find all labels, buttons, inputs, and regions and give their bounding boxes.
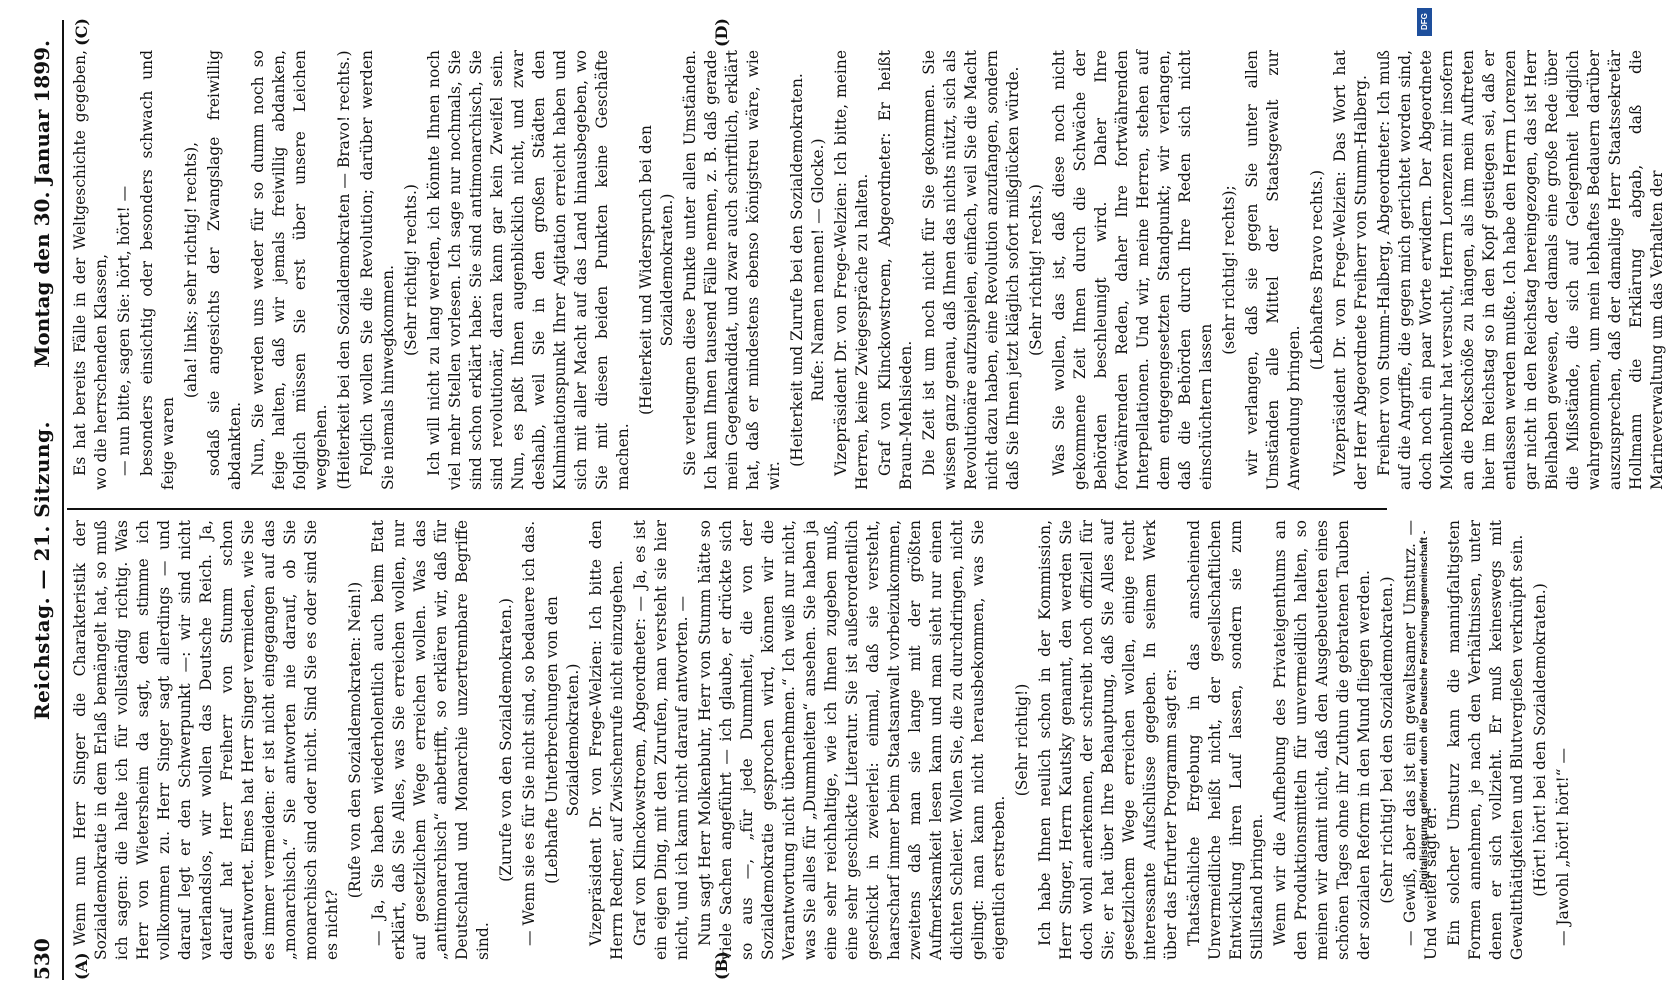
paragraph: Sie verleugnen diese Punkte unter allen Umständen. Ich kann Ihnen tausend Fälle nennen, z. B. daß gerade mein Gegenkandidat, und zwar auch schriftlich, erklärt hat, daß er mindestens ebenso königstreu wäre, wie wir. [681,50,783,490]
paragraph: Folglich wollen Sie die Revolution; darüber werden Sie niemals hinwegkommen. [358,50,397,490]
paragraph: Ich habe Ihnen neulich schon in der Kommission, Herr Singer, Herrn Kautsky genannt, den werden Sie doch wohl anerkennen, der schreibt noch offiziell für Sie; er hat über Ihre Behauptung, daß Sie Alles auf gesetzlichem Wege erreichen wollen, einige recht interessante Aufschlüsse gegeben. In seinem Werk über das Erfurter Programm sagt er: [1036,520,1180,960]
paragraph: besonders einsichtig oder besonders schwach und feige waren [138,50,177,490]
page-date: Montag den 30. Januar 1899. [30,40,54,368]
header-rule [62,20,64,980]
paragraph: Thatsächliche Ergebung in das anscheinend Unvermeidliche heißt nicht, der gesellschaftlichen Entwicklung ihren Lauf lassen, sondern sie zum Stillstand bringen. [1185,520,1266,960]
margin-marker-b: (B) [712,951,731,980]
paragraph: (Sehr richtig! bei den Sozialdemokraten.) [1378,576,1396,904]
paragraph: Was Sie wollen, das ist, daß diese noch nicht gekommene Zeit Ihnen durch die Schwäche der Behörden beschleunigt wird. Daher Ihre fortwährenden Reden, daher Ihre fortwährenden Interpellationen. Und wir, meine Herren, stehen auf dem entgegengesetzten Standpunkt; wir verlangen, daß die Behörden durch Ihre Reden sich nicht einschüchtern lassen [1050,50,1215,490]
margin-marker-c: (C) [72,18,91,46]
paragraph: Es hat bereits Fälle in der Weltgeschichte gegeben, wo die herrschenden Klassen, [71,50,110,490]
digitization-credit: Digitalisierung gefördert durch die Deutsche Forschungsgemeinschaft - [1418,530,1430,890]
paragraph: (Hört! hört! bei den Sozialdemokraten.) [1531,583,1549,897]
paragraph: (Zurufe von den Sozialdemokraten.) [497,598,515,882]
paragraph: Vizepräsident Dr. von Frege-Welzien: Ich bitte den Herrn Redner, auf Zwischenrufe nicht einzugehen. [587,520,626,960]
paragraph: Freiherr von Stumm-Halberg, Abgeordneter: Ich muß auf die Angriffe, die gegen mich gerichtet worden sind, doch noch ein paar Worte erwidern. Der Abgeordnete Molkenbuhr hat versucht, Herrn Lorenzen mir insofern an die Rockschöße zu hängen, als ihm mein Auftreten hier im Reichstag so in den Kopf gestiegen sei, daß er entlassen werden mußte. Ich habe den Herrn Lorenzen gar nicht in den Reichstag hereingezogen, das ist Herr Bielhaben gewesen, der damals eine große Rede über die Mißstände, die sich auf Gelegenheit lediglich wahrgenommen, um mein lebhaftes Bedauern darüber auszusprechen, daß der damalige Herr Staatssekretär Hollmann die Erklärung abgab, daß die Marineverwaltung um das Verhalten der [1375,50,1666,490]
column-divider [67,508,1387,510]
paragraph: (Lebhafte Unterbrechungen von den Sozialdemokraten.) [543,596,582,884]
digitization-sidebar [1416,0,1434,1000]
page-header [12,20,62,980]
paragraph: (Heiterkeit und Widerspruch bei den Sozialdemokraten.) [637,124,676,416]
margin-marker-d: (D) [712,18,731,48]
paragraph: (Heiterkeit und Zurufe bei den Sozialdemokraten. Rufe: Namen nennen! — Glocke.) [788,73,827,467]
paragraph: — Jawohl „hört! hört!“ — [1554,747,1572,946]
paragraph: (Rufe von den Sozialdemokraten: Nein!) [346,581,364,899]
paragraph: — Ja, Sie haben wiederholentlich auch beim Etat erklärt, daß Sie Alles, was Sie erreichen wollen, nur auf gesetzlichem Wege erreichen wollen. Was das „antimonarchisch“ anbetrifft, so erklären wir, daß für Deutschland und Monarchie unzertrennbare Begriffe sind. [369,520,492,960]
paragraph: Vizepräsident Dr. von Frege-Welzien: Ich bitte, meine Herren, keine Zwiegespräche zu halten. [832,50,871,490]
paragraph: — Gewiß, aber das ist ein gewaltsamer Umsturz. — Und weiter sagt er: [1401,520,1440,960]
right-column [70,50,1666,490]
paragraph: sodaß sie angesichts der Zwangslage freiwillig abdankten. [205,50,244,490]
paragraph: wir verlangen, daß sie gegen Sie unter allen Umständen alle Mittel der Staatsgewalt zur Anwendung bringen. [1243,50,1303,490]
paragraph: Wenn wir die Aufhebung des Privateigenthums an den Produktionsmitteln für unvermeidlich halten, so meinen wir damit nicht, daß den Ausgebeuteten eines schönen Tages ohne ihr Zuthun die gebratenen Tauben der sozialen Reform in den Mund fliegen werden. [1271,520,1373,960]
paragraph: (aha! links; sehr richtig! rechts), [182,141,200,399]
margin-marker-a: (A) [72,952,91,980]
paragraph: Ich will nicht zu lang werden, ich könnte Ihnen noch viel mehr Stellen vorlesen. Ich sage nur nochmals, Sie sind schon erklärt habe: Sie sind antimonarchisch, Sie sind revolutionär, daran kann gar kein Zweifel sein. Nun, es paßt Ihnen augenblicklich nicht, und zwar deshalb, weil Sie in den großen Städten den Kulminationspunkt Ihrer Agitation erreicht haben und sich mit aller Macht auf das Land hinausbegeben, wo Sie mit diesen beiden Punkten keine Geschäfte machen. [425,50,632,490]
paragraph: (sehr richtig! rechts); [1220,185,1238,355]
paragraph: — Wenn sie es für Sie nicht sind, so bedauere ich das. [520,520,538,946]
paragraph: — nun bitte, sagen Sie: hört, hört! — [115,185,133,476]
paragraph: Graf von Klinckowstroem, Abgeordneter: Er heißt Braun-Mehlsieden. [876,50,915,490]
paragraph: (Sehr richtig! rechts.) [402,184,420,356]
paragraph: (Lebhaftes Bravo rechts.) [1308,169,1326,371]
paragraph: Nun sagt Herr Molkenbuhr, Herr von Stumm hätte so viele Sachen angeführt — ich glaube, er drückte sich so aus —, „für jede Dummheit, die von der Sozialdemokratie gesprochen wird, können wir die Verantwortung nicht übernehmen.“ Ich weiß nur nicht, was Sie alles für „Dummheiten“ ansehen. Sie haben ja eine sehr reichhaltige, wie ich Ihnen zugeben muß, eine sehr geschickte Literatur. Sie ist außerordentlich geschickt in zweierlei: einmal, daß sie versteht, haarscharf immer beim Staatsanwalt vorbeizukommen, zweitens daß man sie lange mit der größten Aufmerksamkeit lesen kann und man sieht nur einen dichten Schleier. Wollen Sie, die zu durchdringen, nicht gelingt: man kann nicht herausbekommen, was Sie eigentlich erstreben. [696,520,1008,960]
paragraph: Nun, Sie werden uns weder für so dumm noch so feige halten, daß wir jemals freiwillig abdanken, folglich müssen Sie erst über unsere Leichen weggehen. [249,50,330,490]
page-number: 530 [30,938,54,980]
dfg-logo: DFG [1417,8,1432,36]
paragraph: Die Zeit ist um noch nicht für Sie gekommen. Sie wissen ganz genau, daß Ihnen das nichts nützt, sich als Revolutionäre aufzuspielen, einfach, weil Sie die Macht nicht dazu haben, eine Revolution anzufangen, sondern daß Sie Ihnen jetzt kläglich sofort mißglücken würde. [920,50,1022,490]
paragraph: (Heiterkeit bei den Sozialdemokraten — Bravo! rechts.) [335,50,353,490]
paragraph: Vizepräsident Dr. von Frege-Welzien: Das Wort hat der Herr Abgeordnete Freiherr von Stumm-Halberg. [1331,50,1370,490]
paragraph: (Sehr richtig! rechts.) [1027,184,1045,356]
paragraph: Ein solcher Umsturz kann die mannigfaltigsten Formen annehmen, je nach den Verhältnissen, unter denen er sich vollzieht. Er muß keineswegs mit Gewaltthätigkeiten und Blutvergießen verknüpft sein. [1445,520,1526,960]
paragraph: Wenn nun Herr Singer die Charakteristik der Sozialdemokratie in dem Erlaß bemängelt hat, so muß ich sagen: die halte ich für vollständig richtig. Was Herr von Wietersheim da sagt, dem stimme ich vollkommen zu. Herr Singer sagt allerdings — und darauf legt er den Schwerpunkt —: wir sind nicht vaterlandslos, wir wollen das Deutsche Reich. Ja, darauf hat Herr Freiherr von Stumm schon geantwortet. Eines hat Herr Singer vermieden, wie Sie es immer vermeiden: er ist nicht eingegangen auf das „monarchisch.“ Sie antworten nie darauf, ob Sie monarchisch sind oder nicht. Sind Sie es oder sind Sie es nicht? [71,520,341,960]
paragraph: Graf von Klinckowstroem, Abgeordneter: — Ja, es ist ein eigen Ding, mit den Zurufen, man versteht sie hier nicht, und ich kann nicht darauf antworten. — [631,520,691,960]
paragraph: (Sehr richtig!) [1013,683,1031,797]
page-title: Reichstag. — 21. Sitzung. [30,421,54,720]
